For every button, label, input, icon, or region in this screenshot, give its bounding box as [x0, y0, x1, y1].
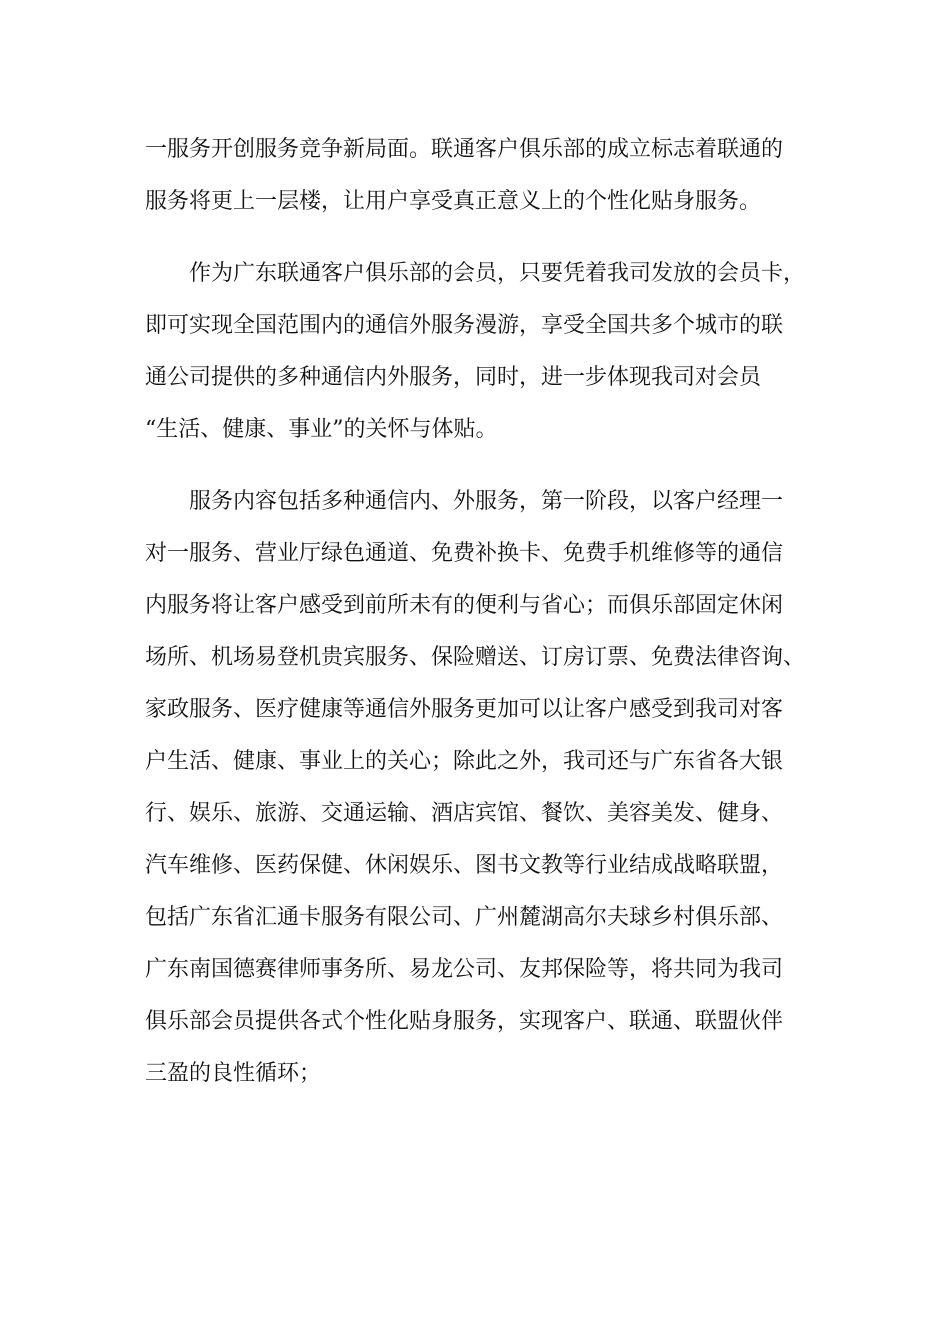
text-line: 作为广东联通客户俱乐部的会员，只要凭着我司发放的会员卡，	[189, 261, 806, 286]
text-line: 行、娱乐、旅游、交通运输、酒店宾馆、餐饮、美容美发、健身、	[145, 801, 784, 826]
text-line: 汽车维修、医药保健、休闲娱乐、图书文教等行业结成战略联盟，	[145, 853, 784, 878]
text-line: 家政服务、医疗健康等通信外服务更加可以让客户感受到我司对客	[145, 697, 784, 722]
text-line: 通公司提供的多种通信内外服务，同时，进一步体现我司对会员	[145, 365, 762, 390]
text-line: 内服务将让客户感受到前所未有的便利与省心；而俱乐部固定休闲	[145, 593, 784, 618]
text-line: 俱乐部会员提供各式个性化贴身服务，实现客户、联通、联盟伙伴	[145, 1009, 784, 1034]
paragraph-3	[145, 476, 825, 1100]
text-line: 对一服务、营业厅绿色通道、免费补换卡、免费手机维修等的通信	[145, 541, 784, 566]
text-line: 广东南国德赛律师事务所、易龙公司、友邦保险等，将共同为我司	[145, 957, 784, 982]
text-line: 服务内容包括多种通信内、外服务，第一阶段，以客户经理一	[189, 489, 784, 514]
text-line: 包括广东省汇通卡服务有限公司、广州麓湖高尔夫球乡村俱乐部、	[145, 905, 784, 930]
text-line: 场所、机场易登机贵宾服务、保险赠送、订房订票、免费法律咨询、	[145, 645, 806, 670]
paragraph-1	[145, 124, 825, 228]
text-line: “生活、健康、事业”的关怀与体贴。	[145, 417, 498, 442]
text-line: 户生活、健康、事业上的关心；除此之外，我司还与广东省各大银	[145, 749, 784, 774]
text-line: 一服务开创服务竞争新局面。联通客户俱乐部的成立标志着联通的	[145, 137, 784, 162]
text-line: 服务将更上一层楼，让用户享受真正意义上的个性化贴身服务。	[145, 189, 762, 214]
paragraph-2	[145, 248, 825, 456]
text-line: 三盈的良性循环；	[145, 1061, 322, 1086]
text-line: 即可实现全国范围内的通信外服务漫游，享受全国共多个城市的联	[145, 313, 784, 338]
